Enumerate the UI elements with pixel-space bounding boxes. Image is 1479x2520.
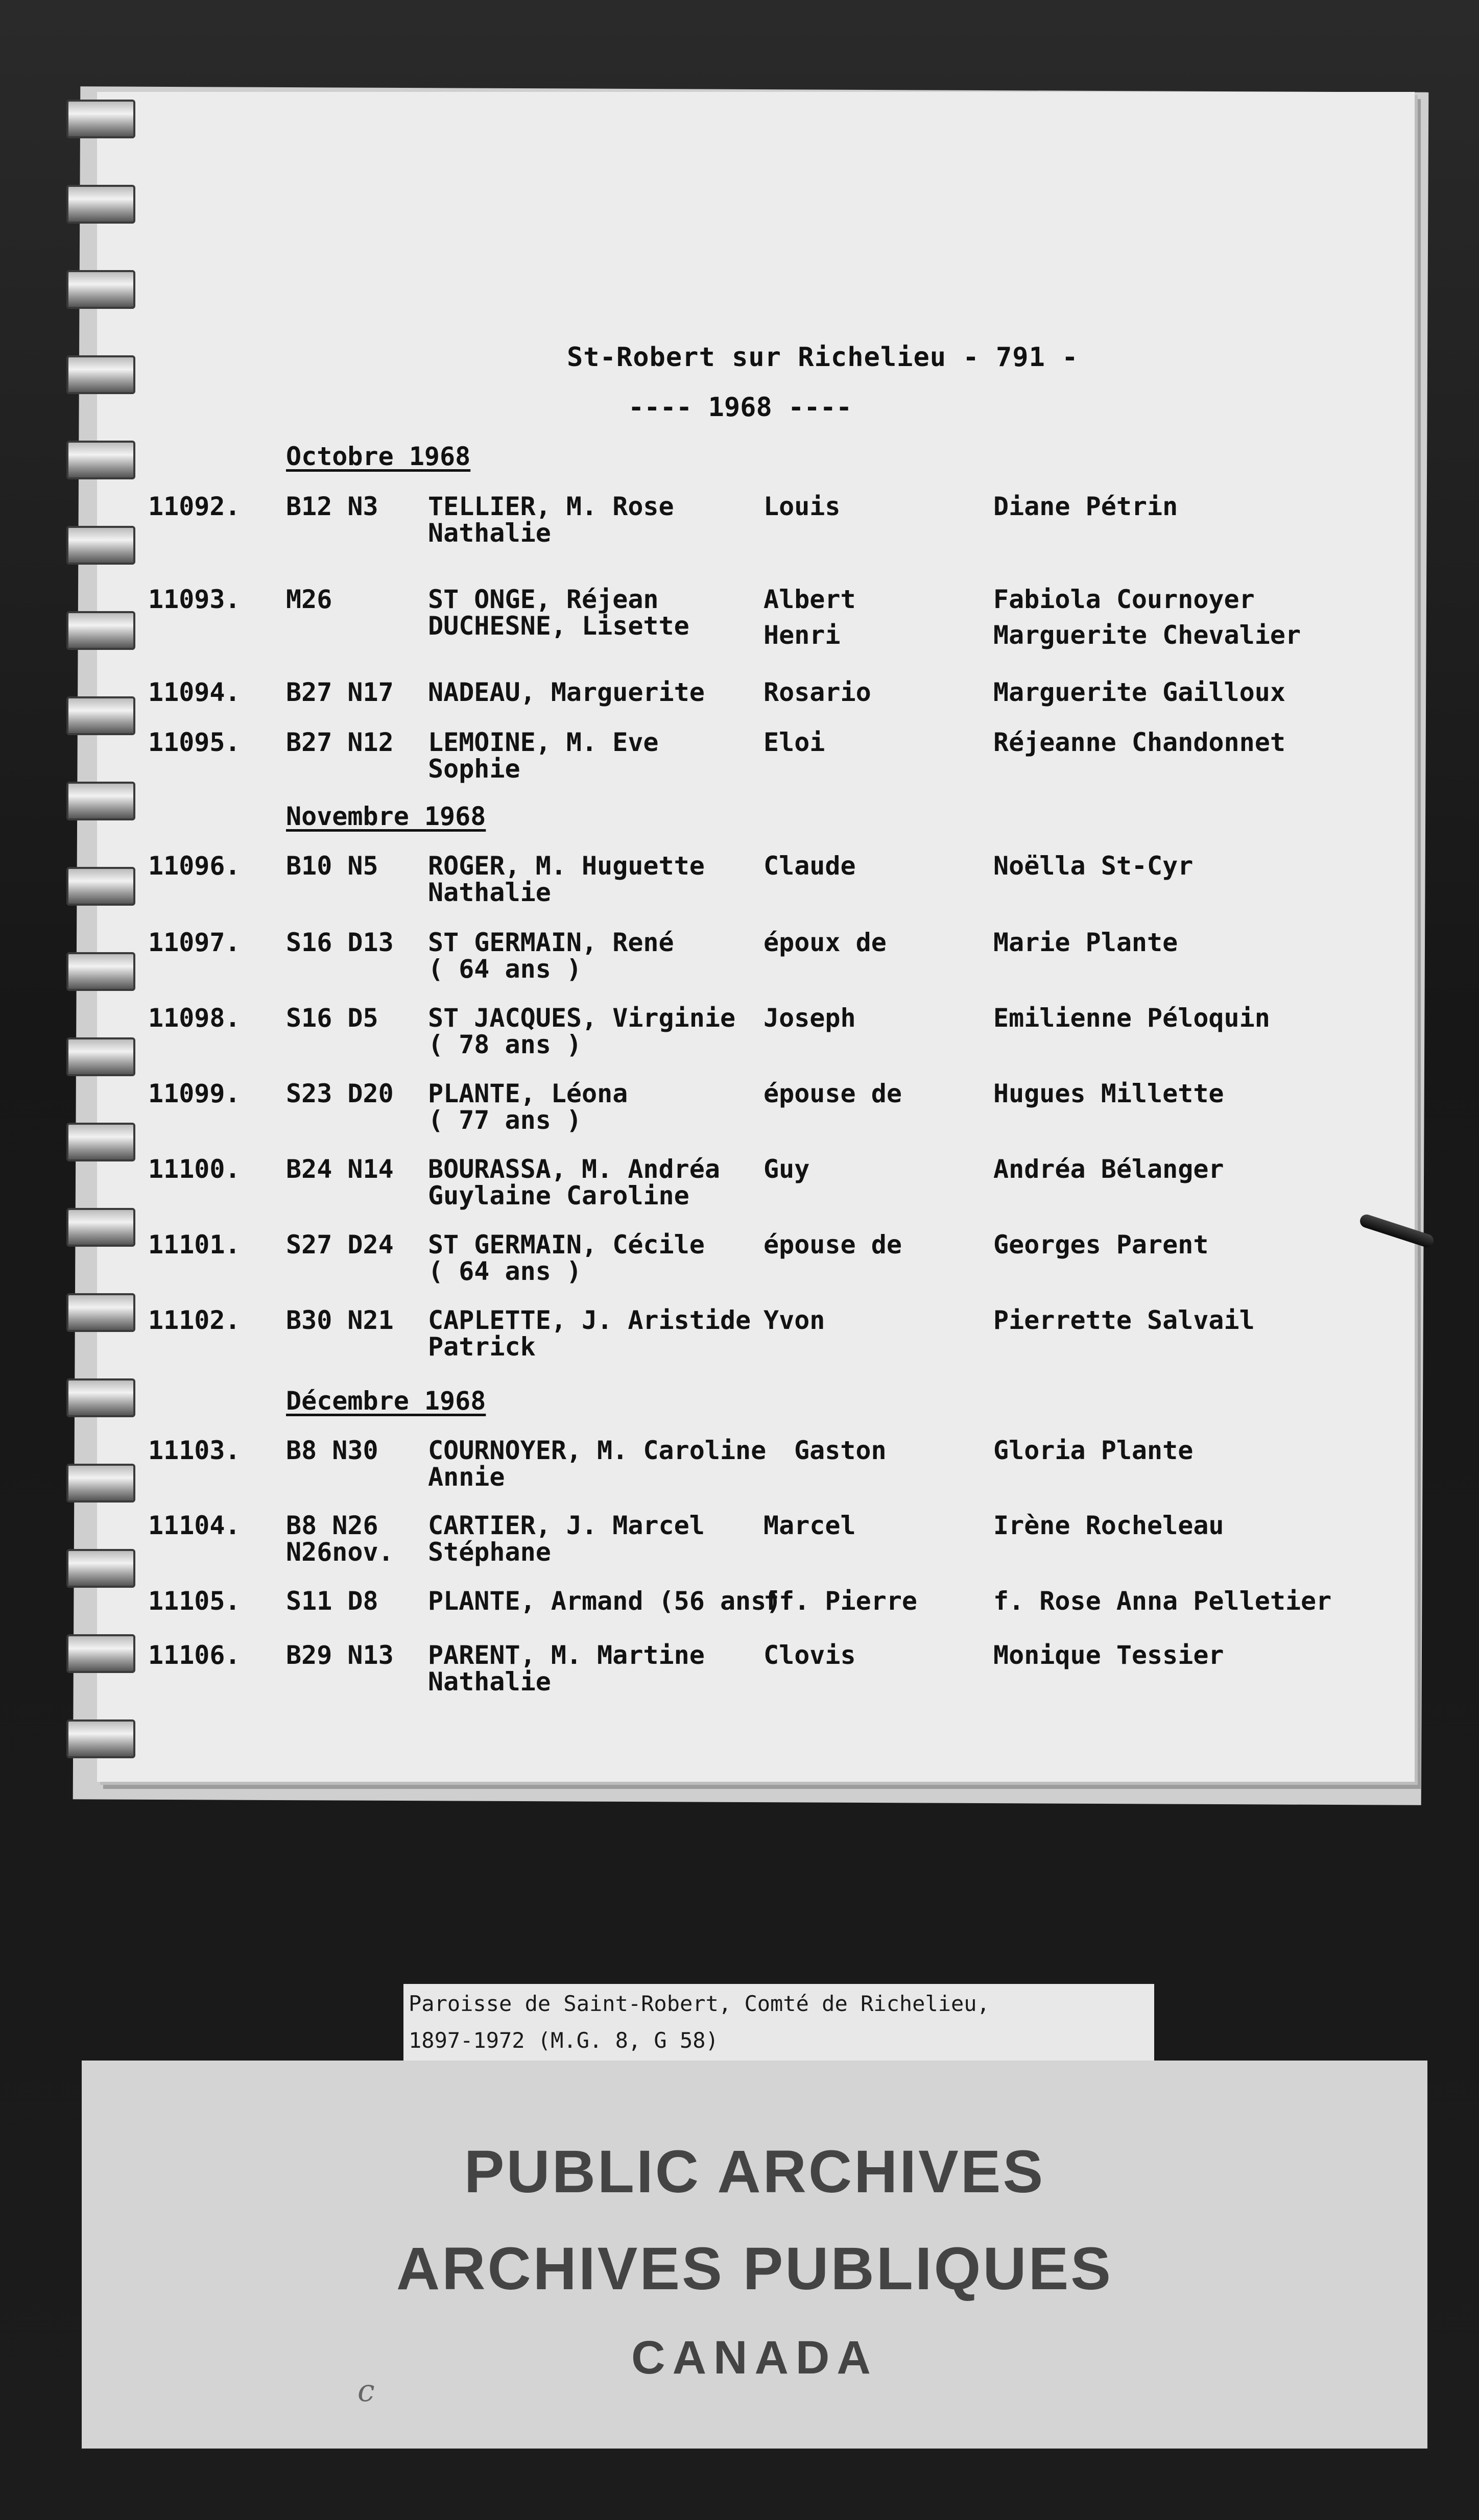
entry-name-line: Nathalie	[428, 1667, 551, 1697]
entry-number: 11097.	[148, 928, 241, 957]
entry-name-line: ( 64 ans )	[428, 1256, 582, 1286]
entry-code: S27 D24	[286, 1230, 394, 1259]
entry-related-person: Irène Rocheleau	[993, 1511, 1224, 1540]
binding-ring	[66, 1634, 135, 1673]
page-title: St-Robert sur Richelieu - 791 -	[567, 342, 1079, 373]
entry-related-person: Emilienne Péloquin	[993, 1003, 1270, 1033]
entry-number: 11103.	[148, 1436, 241, 1465]
entry-number: 11100.	[148, 1154, 241, 1184]
entry-parent: Marcel	[764, 1511, 856, 1540]
entry-name-line: Annie	[428, 1462, 505, 1492]
entry-number: 11096.	[148, 851, 241, 881]
entry-name-line: Stéphane	[428, 1537, 551, 1567]
collection-label	[403, 1984, 1154, 2065]
binding-ring	[66, 1464, 135, 1503]
entry-number: 11098.	[148, 1003, 241, 1033]
entry-name-line: ST GERMAIN, Cécile	[428, 1230, 705, 1259]
entry-code: B30 N21	[286, 1305, 394, 1335]
entry-number: 11105.	[148, 1586, 241, 1616]
entry-number: 11099.	[148, 1079, 241, 1108]
entry-name-line: PARENT, M. Martine	[428, 1640, 705, 1670]
binding-ring	[66, 1549, 135, 1588]
entry-code: B12 N3	[286, 492, 378, 521]
entry-name-line: ( 64 ans )	[428, 954, 582, 984]
entry-parent: Guy	[764, 1154, 810, 1184]
entry-name-line: Patrick	[428, 1332, 536, 1362]
entry-name-line: PLANTE, Léona	[428, 1079, 628, 1108]
entry-code: B27 N12	[286, 728, 394, 757]
archives-card	[82, 2061, 1427, 2449]
entry-parent: Clovis	[764, 1640, 856, 1670]
entry-parent: époux de	[764, 928, 887, 957]
entry-name-line: Nathalie	[428, 518, 551, 548]
binding-ring	[66, 185, 135, 224]
entry-name-line: COURNOYER, M. Caroline	[428, 1436, 767, 1465]
entry-name-line: ROGER, M. Huguette	[428, 851, 705, 881]
entry-parent: Joseph	[764, 1003, 856, 1033]
entry-name-line: ( 77 ans )	[428, 1105, 582, 1135]
binding-ring	[66, 867, 135, 906]
binding-ring	[66, 782, 135, 820]
binding-ring	[66, 100, 135, 138]
entry-number: 11094.	[148, 677, 241, 707]
entry-number: 11101.	[148, 1230, 241, 1259]
entry-code: S16 D13	[286, 928, 394, 957]
binding-ring	[66, 1719, 135, 1758]
entry-code: B29 N13	[286, 1640, 394, 1670]
entry-name-line: Sophie	[428, 754, 520, 784]
entry-parent: Albert	[764, 585, 856, 614]
entry-related-person: Noëlla St-Cyr	[993, 851, 1194, 881]
entry-name-line: LEMOINE, M. Eve	[428, 728, 659, 757]
entry-parent: ff. Pierre	[764, 1586, 918, 1616]
entry-parent: Yvon	[764, 1305, 825, 1335]
binding-ring	[66, 441, 135, 479]
entry-code: B27 N17	[286, 677, 394, 707]
entry-related-person: Fabiola Cournoyer	[993, 585, 1255, 614]
entry-related-person: Marie Plante	[993, 928, 1178, 957]
entry-code: M26	[286, 585, 332, 614]
entry-related-person: f. Rose Anna Pelletier	[993, 1586, 1332, 1616]
entry-name-line: Nathalie	[428, 878, 551, 907]
entry-related-person: Réjeanne Chandonnet	[993, 728, 1285, 757]
entry-name-line: CAPLETTE, J. Aristide	[428, 1305, 751, 1335]
entry-code: S11 D8	[286, 1586, 378, 1616]
entry-code: B24 N14	[286, 1154, 394, 1184]
card-country: CANADA	[631, 2332, 878, 2384]
entry-code-secondary: N26nov.	[286, 1537, 394, 1567]
entry-parent: Eloi	[764, 728, 825, 757]
spiral-binding	[66, 100, 143, 1795]
month-heading: Octobre 1968	[286, 442, 471, 471]
entry-number: 11092.	[148, 492, 241, 521]
entry-code: S23 D20	[286, 1079, 394, 1108]
binding-ring	[66, 526, 135, 565]
entry-name-line: PLANTE, Armand (56 ans)	[428, 1586, 782, 1616]
entry-parent: Louis	[764, 492, 841, 521]
card-title-english: PUBLIC ARCHIVES	[464, 2138, 1045, 2206]
entry-related-person: Marguerite Gailloux	[993, 677, 1285, 707]
month-heading: Novembre 1968	[286, 802, 486, 831]
entry-parent: épouse de	[764, 1230, 902, 1259]
binding-ring	[66, 1208, 135, 1247]
binding-ring	[66, 355, 135, 394]
entry-parent: épouse de	[764, 1079, 902, 1108]
entry-name-line: ST GERMAIN, René	[428, 928, 674, 957]
entry-name-line: BOURASSA, M. Andréa	[428, 1154, 720, 1184]
year-line: ---- 1968 ----	[628, 392, 852, 423]
label-line-2: 1897-1972 (M.G. 8, G 58)	[409, 2028, 719, 2053]
entry-name-line: ST JACQUES, Virginie	[428, 1003, 736, 1033]
pencil-mark: c	[357, 2373, 375, 2409]
card-title-french: ARCHIVES PUBLIQUES	[396, 2235, 1113, 2303]
entry-related-person: Marguerite Chevalier	[993, 620, 1301, 650]
entry-name-line: NADEAU, Marguerite	[428, 677, 705, 707]
entry-code: B8 N26	[286, 1511, 378, 1540]
entry-number: 11095.	[148, 728, 241, 757]
label-line-1: Paroisse de Saint-Robert, Comté de Richelieu,	[409, 1991, 990, 2016]
binding-ring	[66, 696, 135, 735]
entry-name-line: CARTIER, J. Marcel	[428, 1511, 705, 1540]
entry-code: B10 N5	[286, 851, 378, 881]
entry-related-person: Andréa Bélanger	[993, 1154, 1224, 1184]
entry-number: 11106.	[148, 1640, 241, 1670]
entry-number: 11104.	[148, 1511, 241, 1540]
binding-ring	[66, 952, 135, 991]
entry-parent-secondary: Henri	[764, 620, 841, 650]
binding-ring	[66, 611, 135, 650]
entry-related-person: Gloria Plante	[993, 1436, 1194, 1465]
binding-ring	[66, 1037, 135, 1076]
entry-related-person: Pierrette Salvail	[993, 1305, 1255, 1335]
entry-name-line: ( 78 ans )	[428, 1030, 582, 1059]
entry-name-line: TELLIER, M. Rose	[428, 492, 674, 521]
entry-name-line: Guylaine Caroline	[428, 1181, 689, 1210]
entry-name-line: DUCHESNE, Lisette	[428, 611, 689, 641]
entry-related-person: Diane Pétrin	[993, 492, 1178, 521]
entry-number: 11093.	[148, 585, 241, 614]
binding-ring	[66, 1378, 135, 1417]
entry-name-line: ST ONGE, Réjean	[428, 585, 659, 614]
binding-ring	[66, 1293, 135, 1332]
entry-parent: Rosario	[764, 677, 871, 707]
entry-related-person: Georges Parent	[993, 1230, 1209, 1259]
entry-related-person: Monique Tessier	[993, 1640, 1224, 1670]
entry-number: 11102.	[148, 1305, 241, 1335]
month-heading: Décembre 1968	[286, 1386, 486, 1416]
entry-parent: Claude	[764, 851, 856, 881]
entry-related-person: Hugues Millette	[993, 1079, 1224, 1108]
entry-code: S16 D5	[286, 1003, 378, 1033]
entry-code: B8 N30	[286, 1436, 378, 1465]
entry-parent: Gaston	[794, 1436, 887, 1465]
binding-ring	[66, 1123, 135, 1161]
binding-ring	[66, 270, 135, 309]
